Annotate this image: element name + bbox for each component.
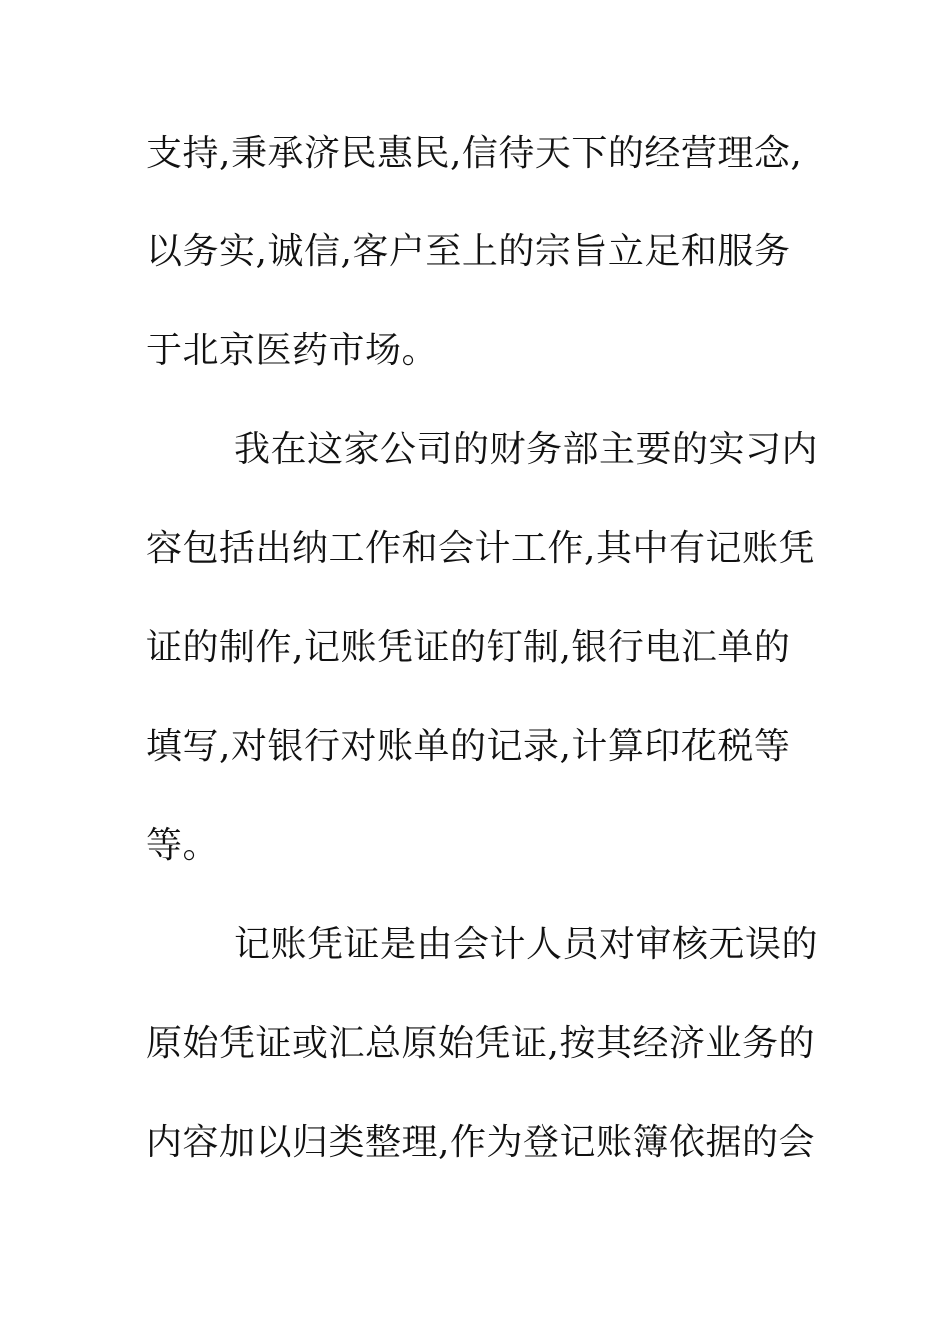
paragraph-first-line: 我在这家公司的财务部主要的实习内 [234, 429, 819, 470]
paragraph-line: 容包括出纳工作和会计工作,其中有记账凭 [146, 528, 815, 569]
paragraph-line: 于北京医药市场。 [146, 330, 439, 371]
paragraph-first-line: 记账凭证是由会计人员对审核无误的 [234, 924, 819, 965]
paragraph-line: 等。 [146, 825, 220, 866]
paragraph-line: 内容加以归类整理,作为登记账簿依据的会 [146, 1122, 815, 1163]
paragraph-line: 支持,秉承济民惠民,信待天下的经营理念, [146, 133, 803, 174]
paragraph-line: 以务实,诚信,客户至上的宗旨立足和服务 [146, 231, 791, 272]
paragraph-line: 证的制作,记账凭证的钉制,银行电汇单的 [146, 627, 791, 668]
paragraph-line: 填写,对银行对账单的记录,计算印花税等 [146, 726, 791, 767]
paragraph-line: 原始凭证或汇总原始凭证,按其经济业务的 [146, 1023, 815, 1064]
